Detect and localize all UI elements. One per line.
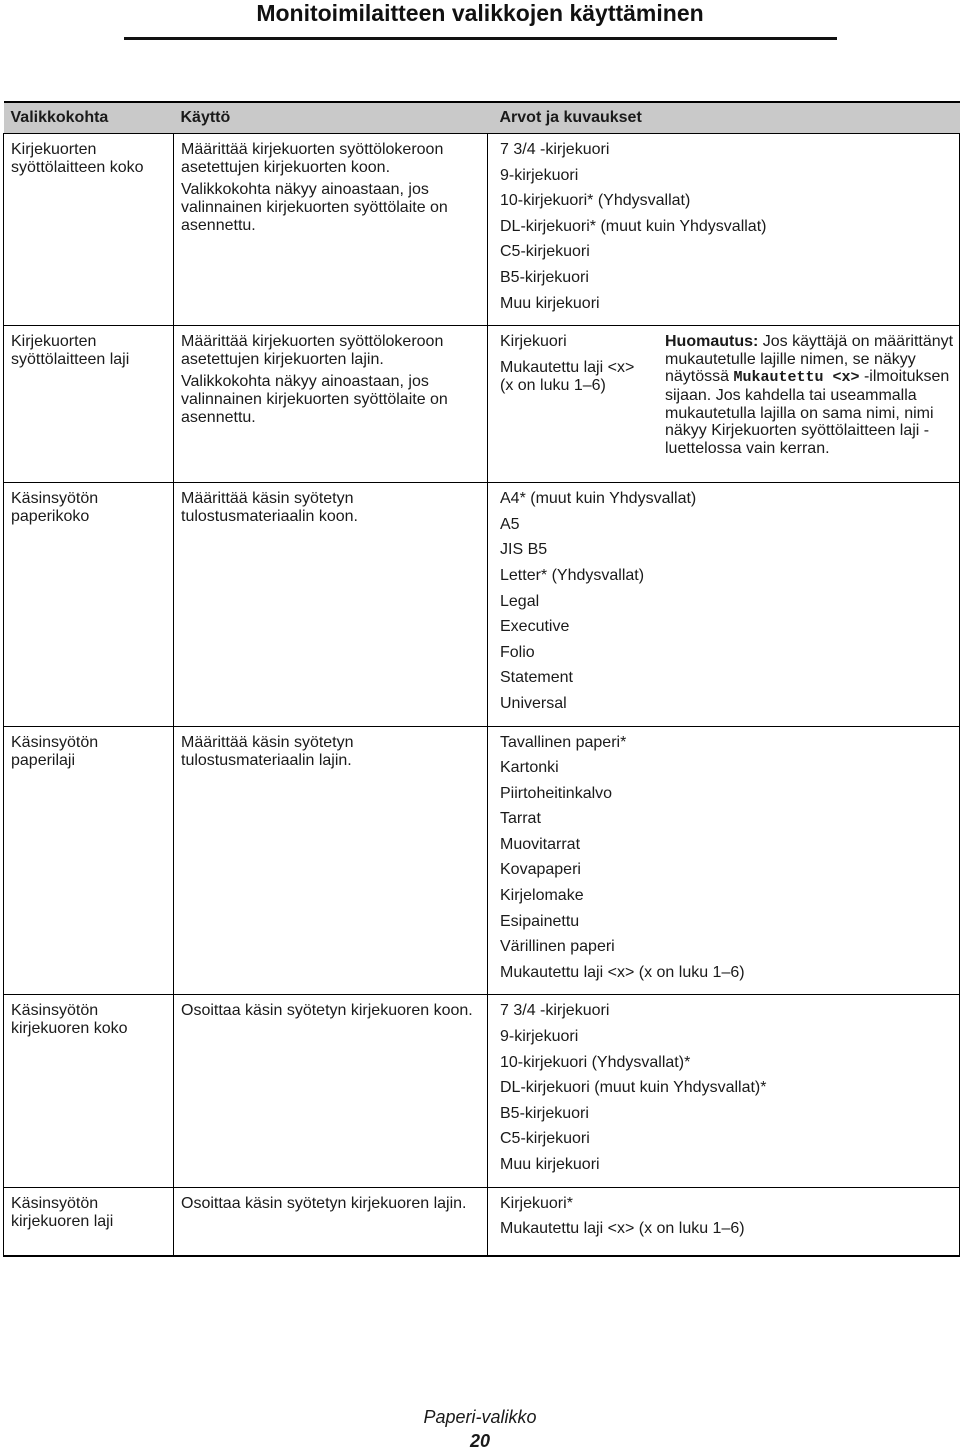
value-option: Folio xyxy=(500,643,535,661)
menu-item-values xyxy=(488,1187,960,1256)
value-option: Piirtoheitinkalvo xyxy=(500,784,613,802)
table-row xyxy=(4,1187,960,1256)
column-header-values: Arvot ja kuvaukset xyxy=(488,102,960,134)
table-header-row xyxy=(4,102,960,134)
menu-item-values xyxy=(488,134,960,326)
value-option: Mukautettu laji <x> xyxy=(500,359,635,377)
menu-item-usage xyxy=(174,1187,488,1256)
value-option: C5-kirjekuori xyxy=(500,1130,590,1148)
menu-item-name: Kirjekuorten syöttölaitteen koko xyxy=(4,134,174,326)
value-option: (x on luku 1–6) xyxy=(500,377,606,395)
value-option: Letter* (Yhdysvallat) xyxy=(500,566,645,584)
menu-item-usage xyxy=(174,726,488,995)
table-row xyxy=(4,134,960,326)
value-option: B5-kirjekuori xyxy=(500,268,589,286)
usage-text: Määrittää kirjekuorten syöttölokeroon asetettujen kirjekuorten lajin. xyxy=(181,333,444,369)
value-option: Executive xyxy=(500,618,570,636)
usage-text: Määrittää käsin syötetyn tulostusmateriaalin lajin. xyxy=(181,733,354,769)
title-rule xyxy=(124,37,837,40)
usage-text: Valikkokohta näkyy ainoastaan, jos valinnainen kirjekuorten syöttölaite on asennettu. xyxy=(181,181,448,234)
usage-text: Määrittää käsin syötetyn tulostusmateriaalin koon. xyxy=(181,490,358,526)
value-option: Esipainettu xyxy=(500,912,580,930)
value-option: 10-kirjekuori (Yhdysvallat)* xyxy=(500,1053,691,1071)
value-option: Mukautettu laji <x> (x on luku 1–6) xyxy=(500,963,745,981)
menu-item-usage xyxy=(174,326,488,483)
usage-text: Valikkokohta näkyy ainoastaan, jos valinnainen kirjekuorten syöttölaite on asennettu. xyxy=(181,373,448,427)
menu-item-values xyxy=(488,483,960,726)
value-option: Kartonki xyxy=(500,759,559,777)
value-option: Legal xyxy=(500,592,540,610)
usage-text: Osoittaa käsin syötetyn kirjekuoren koon. xyxy=(181,1002,473,1020)
value-option: Tavallinen paperi* xyxy=(500,733,627,751)
value-option: Muu kirjekuori xyxy=(500,294,600,312)
note-label: Huomautus: xyxy=(665,333,759,351)
menu-item-usage xyxy=(174,134,488,326)
value-option: Muovitarrat xyxy=(500,835,581,853)
value-option: A4* (muut kuin Yhdysvallat) xyxy=(500,490,697,508)
value-option: JIS B5 xyxy=(500,541,548,559)
value-option: DL-kirjekuori (muut kuin Yhdysvallat)* xyxy=(500,1079,767,1097)
menu-item-name: Käsinsyötön kirjekuoren koko xyxy=(4,995,174,1187)
value-option: 10-kirjekuori* (Yhdysvallat) xyxy=(500,192,691,210)
value-option: 9-kirjekuori xyxy=(500,1028,579,1046)
value-option: DL-kirjekuori* (muut kuin Yhdysvallat) xyxy=(500,217,767,235)
page-title: Monitoimilaitteen valikkojen käyttäminen xyxy=(256,0,704,26)
table-row xyxy=(4,483,960,726)
table-row xyxy=(4,995,960,1187)
usage-text: Määrittää kirjekuorten syöttölokeroon asetettujen kirjekuorten koon. xyxy=(181,141,444,176)
value-option: 7 3/4 -kirjekuori xyxy=(500,1002,610,1020)
menu-item-values xyxy=(488,326,960,483)
table-row xyxy=(4,326,960,483)
page-number: 20 xyxy=(469,1431,491,1451)
value-option: Tarrat xyxy=(500,810,541,828)
menu-table xyxy=(3,101,960,1257)
value-option: Kirjelomake xyxy=(500,887,584,905)
value-option: Värillinen paperi xyxy=(500,938,615,956)
note-code: Mukautettu <x> xyxy=(733,369,860,387)
column-header-usage: Käyttö xyxy=(174,102,488,134)
menu-item-name: Käsinsyötön kirjekuoren laji xyxy=(4,1187,174,1256)
value-option: A5 xyxy=(500,515,520,533)
menu-item-values xyxy=(488,726,960,995)
value-option: Kirjekuori* xyxy=(500,1194,573,1212)
value-option: 7 3/4 -kirjekuori xyxy=(500,141,610,158)
menu-item-name: Kirjekuorten syöttölaitteen laji xyxy=(4,326,174,483)
usage-text: Osoittaa käsin syötetyn kirjekuoren lajin. xyxy=(181,1194,467,1212)
value-option: Muu kirjekuori xyxy=(500,1156,600,1173)
value-option: C5-kirjekuori xyxy=(500,243,590,261)
value-option: Kirjekuori xyxy=(500,333,567,351)
menu-item-values xyxy=(488,995,960,1187)
value-option: Kovapaperi xyxy=(500,861,581,879)
menu-item-name: Käsinsyötön paperikoko xyxy=(4,483,174,726)
note-text xyxy=(665,333,955,457)
note-body: Jos käyttäjä on määrittänyt mukautetulle lajille nimen, se näkyy näytössä xyxy=(665,333,954,386)
value-option: 9-kirjekuori xyxy=(500,166,579,184)
menu-item-usage xyxy=(174,483,488,726)
value-option: Statement xyxy=(500,669,573,687)
column-header-item: Valikkokohta xyxy=(4,102,174,134)
table-row xyxy=(4,726,960,995)
value-option: Universal xyxy=(500,694,567,712)
menu-item-usage xyxy=(174,995,488,1187)
value-option: Mukautettu laji <x> (x on luku 1–6) xyxy=(500,1220,745,1238)
menu-item-name: Käsinsyötön paperilaji xyxy=(4,726,174,995)
note-body: -ilmoituksen sijaan. Jos kahdella tai useammalla mukautetulla lajilla on sama nimi, nimi näkyy Kirjekuorten syöttölaitteen laji -luettelossa vain kerran. xyxy=(665,368,950,457)
footer-section-name: Paperi-valikko xyxy=(423,1407,537,1427)
value-option: B5-kirjekuori xyxy=(500,1104,589,1122)
